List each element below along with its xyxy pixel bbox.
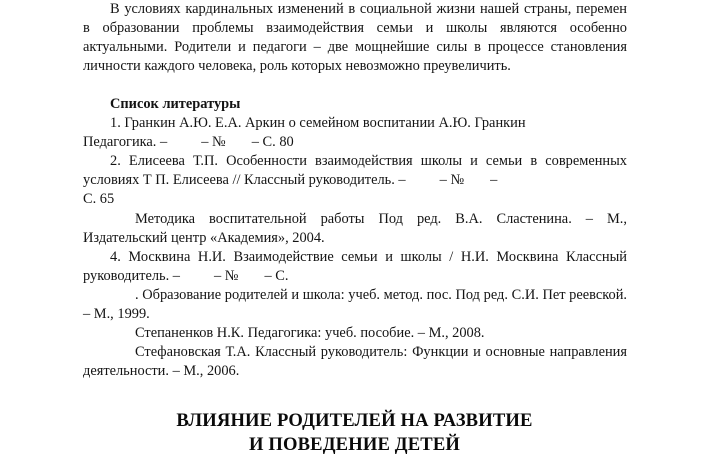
article-title: [0, 409, 709, 456]
reference-4-dash: –: [213, 267, 222, 284]
article-title-line-1: ВЛИЯНИЕ РОДИТЕЛЕЙ НА РАЗВИТИЕ: [176, 410, 533, 431]
reference-item-4: [83, 248, 627, 286]
reference-4-pages: – С.: [264, 267, 289, 284]
reference-item-2-cont: [83, 190, 627, 209]
reference-item-2: [83, 152, 627, 190]
reference-1-numero: №: [212, 134, 226, 151]
reference-item-5: . Образование родителей и школа: учеб. метод. пос. Под ред. С.И. Пет реевской. – М., 1999.: [83, 286, 627, 322]
reference-1-line1: 1. Гранкин А.Ю. Е.А. Аркин о семейном воспитании А.Ю. Гранкин: [110, 115, 526, 132]
reference-1-pages: – С. 80: [251, 134, 294, 151]
reference-item-7: Стефановская Т.А. Классный руководитель: Функции и основные направления деятельности. – М., 2006.: [83, 343, 627, 379]
paragraph-spacer: [83, 76, 627, 95]
reference-item-6: Степаненков Н.К. Педагогика: учеб. пособие. – М., 2008.: [135, 324, 485, 341]
reference-item-1: [83, 114, 627, 133]
reference-1-source: Педагогика. –: [83, 134, 168, 151]
reference-1-dash: –: [201, 134, 209, 151]
text-column: [83, 0, 627, 381]
intro-paragraph: В условиях кардинальных изменений в социальной жизни нашей страны, перемен в образовании проблемы взаимодействия семьи и школы являются особенно актуальными. Родители и педагоги – две мощнейшие силы в процессе становления личности каждого человека, роль которых невозможно преувеличить.: [83, 1, 627, 75]
reference-4-line1: 4. Москвина Н.И. Взаимодействие семьи и школы / Н.И. Москвина Классный руководитель. –: [83, 248, 627, 284]
reference-2-dash: –: [439, 172, 447, 189]
reference-2-pages: С. 65: [83, 191, 115, 208]
reference-item-1-cont: [83, 133, 627, 152]
reference-4-numero: №: [224, 267, 239, 284]
reference-2-dash2: –: [490, 172, 498, 189]
article-title-line-2: И ПОВЕДЕНИЕ ДЕТЕЙ: [248, 433, 461, 455]
reference-2-line1: 2. Елисеева Т.П. Особенности взаимодействия школы и семьи в современных условиях Т П. Елисеева // Классный руководитель. –: [83, 153, 627, 189]
reference-2-numero: №: [450, 172, 465, 189]
reference-item-3: Методика воспитательной работы Под ред. В.А. Сластенина. – М., Издательский центр «Академия», 2004.: [83, 210, 627, 246]
references-heading: Список литературы: [110, 96, 241, 113]
